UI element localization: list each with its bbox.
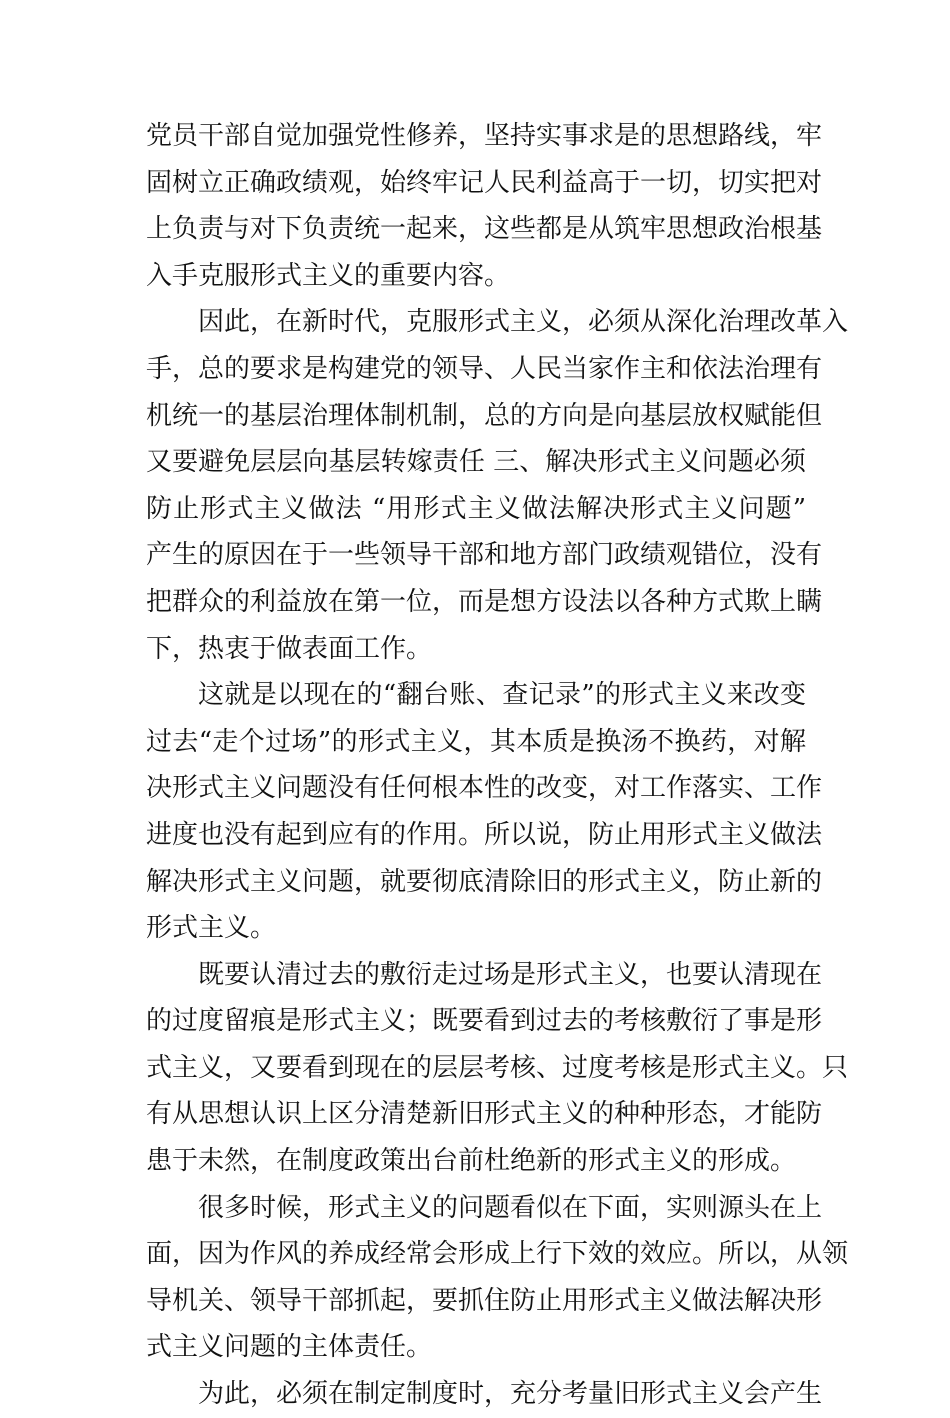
- text-line: 既要认清过去的敷衍走过场是形式主义，也要认清现在: [198, 959, 823, 990]
- text-line: 导机关、领导干部抓起，要抓住防止用形式主义做法解决形: [146, 1285, 823, 1316]
- text-line: 为此，必须在制定制度时，充分考量旧形式主义会产生: [198, 1379, 823, 1410]
- text-line: 手，总的要求是构建党的领导、人民当家作主和依法治理有: [146, 353, 823, 384]
- text-line: 因此，在新时代，克服形式主义，必须从深化治理改革入: [198, 307, 849, 338]
- text-line: 式主义问题的主体责任。: [146, 1332, 433, 1363]
- text-line: 又要避免层层向基层转嫁责任 三、解决形式主义问题必须: [146, 447, 806, 478]
- paragraph-4: [146, 952, 849, 1185]
- text-line: 固树立正确政绩观，始终牢记人民利益高于一切，切实把对: [146, 167, 823, 198]
- text-line: 党员干部自觉加强党性修养，坚持实事求是的思想路线，牢: [146, 121, 823, 151]
- paragraph-1: [146, 113, 823, 299]
- text-line: 有从思想认识上区分清楚新旧形式主义的种种形态，才能防: [146, 1099, 823, 1130]
- paragraph-2: [146, 299, 849, 672]
- text-line: 入手克服形式主义的重要内容。: [146, 260, 511, 291]
- text-line: 式主义，又要看到现在的层层考核、过度考核是形式主义。只: [146, 1052, 849, 1083]
- text-line: 下，热衷于做表面工作。: [146, 633, 433, 664]
- text-line: 进度也没有起到应有的作用。所以说，防止用形式主义做法: [146, 819, 823, 850]
- text-line: 形式主义。: [146, 913, 277, 944]
- text-line: 这就是以现在的“翻台账、查记录”的形式主义来改变: [198, 680, 806, 711]
- text-line: 解决形式主义问题，就要彻底清除旧的形式主义，防止新的: [146, 866, 823, 897]
- text-line: 很多时候，形式主义的问题看似在下面，实则源头在上: [198, 1192, 823, 1223]
- text-line: 过去“走个过场”的形式主义，其本质是换汤不换药，对解: [146, 726, 806, 757]
- text-line: 的过度留痕是形式主义；既要看到过去的考核敷衍了事是形: [146, 1006, 823, 1037]
- paragraph-6: [146, 1371, 823, 1418]
- text-line: 防止形式主义做法 “用形式主义做法解决形式主义问题”: [146, 493, 806, 524]
- text-line: 机统一的基层治理体制机制，总的方向是向基层放权赋能但: [146, 400, 823, 431]
- text-line: 把群众的利益放在第一位，而是想方设法以各种方式欺上瞒: [146, 586, 823, 617]
- text-line: 产生的原因在于一些领导干部和地方部门政绩观错位，没有: [146, 540, 823, 571]
- text-line: 面，因为作风的养成经常会形成上行下效的效应。所以，从领: [146, 1239, 849, 1270]
- text-line: 上负责与对下负责统一起来，这些都是从筑牢思想政治根基: [146, 214, 823, 245]
- paragraph-5: [146, 1185, 849, 1371]
- document-body: [146, 113, 849, 1418]
- text-line: 决形式主义问题没有任何根本性的改变，对工作落实、工作: [146, 773, 823, 804]
- text-line: 患于未然，在制度政策出台前杜绝新的形式主义的形成。: [146, 1146, 797, 1177]
- paragraph-3: [146, 672, 823, 952]
